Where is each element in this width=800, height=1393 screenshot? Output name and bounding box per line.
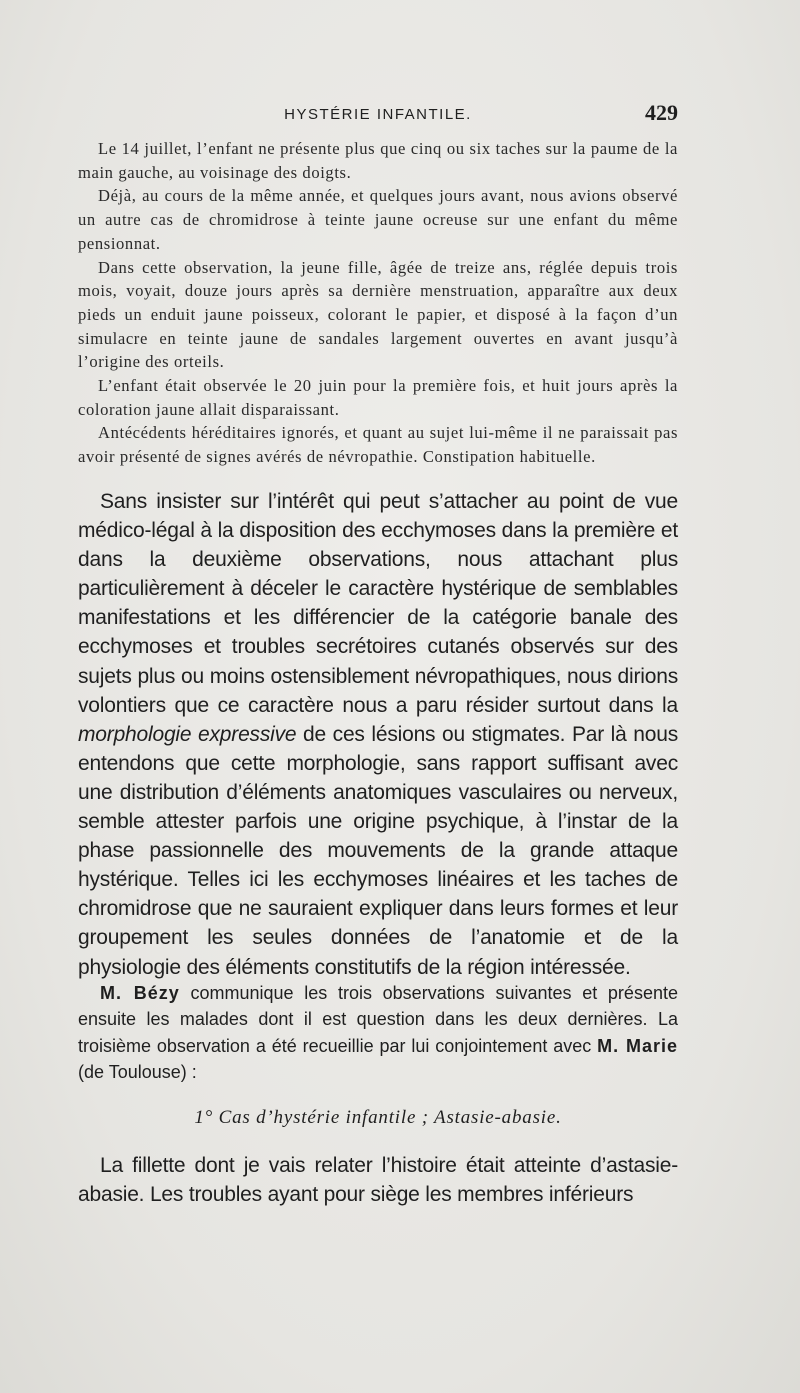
main-paragraph [78,487,678,982]
running-head: HYSTÉRIE INFANTILE. [284,106,472,123]
main-text-italic: morphologie expressive [78,722,297,746]
author-name-bezy: M. Bézy [100,983,180,1003]
small-paragraph: Dans cette observation, la jeune fille, âgée de treize ans, réglée depuis trois mois, voyait, douze jours après sa dernière menstruation, apparaître aux deux pieds un enduit jaune poisseux, colorant le papier, et disposé à la façon d’un simulacre en teinte jaune de sandales largement ouvertes en avant jusqu’à l’origine des orteils. [78,257,678,372]
communication-text [78,980,678,1085]
section-title: 1° Cas d’hystérie infantile ; Astasie-abasie. [194,1107,562,1128]
page-header [78,100,678,130]
case-paragraph [78,1151,678,1209]
page-number: 429 [645,100,678,125]
small-paragraph: Déjà, au cours de la même année, et quelques jours avant, nous avions observé un autre cas de chromidrose à teinte jaune ocreuse sur une enfant du même pensionnat. [78,186,678,253]
discussion-paragraph [78,487,678,982]
observation-notes [78,137,678,469]
small-paragraph: Antécédents héréditaires ignorés, et quant au sujet lui-même il ne paraissait pas avoir présenté de signes avérés de névropathie. Constipation habituelle. [78,423,678,467]
case-text: La fillette dont je vais relater l’histoire était atteinte d’astasie-abasie. Les troubles ayant pour siège les membres inférieurs [78,1154,678,1207]
communication-text-1: communique les trois observations suivantes et présente ensuite les malades dont il est question dans les deux dernières. La troisième observation a été recueillie par lui conjointement avec [78,983,678,1056]
author-name-marie: M. Marie [597,1035,678,1056]
main-text-part-2: de ces lésions ou stigmates. Par là nous entendons que cette morphologie, sans rapport suffisant avec une distribution d’éléments anatomiques vasculaires ou nerveux, semble attester parfois une origine psychique, à l’instar de la phase passionnelle des mouvements de la grande attaque hystérique. Telles ici les ecchymoses linéaires et les taches de chromidrose que ne sauraient expliquer dans leurs formes et leur groupement les seules données de l’anatomie et de la physiologie des éléments constitutifs de la région intéressée. [78,722,678,979]
main-text-part-1: Sans insister sur l’intérêt qui peut s’attacher au point de vue médico-légal à la disposition des ecchymoses dans la première et dans la deuxième observations, nous attachant plus particulièrement à déceler le caractère hystérique de semblables manifestations et les différencier de la catégorie banale des ecchymoses et troubles secrétoires cutanés observés sur des sujets plus ou moins ostensiblement névropathiques, nous dirions volontiers que ce caractère nous a paru résider surtout dans la [78,490,678,717]
small-paragraph: L’enfant était observée le 20 juin pour la première fois, et huit jours après la coloration jaune allait disparaissant. [78,376,678,419]
small-paragraph: Le 14 juillet, l’enfant ne présente plus que cinq ou six taches sur la paume de la main gauche, au voisinage des doigts. [78,139,678,182]
communication-paragraph [78,980,678,1085]
communication-text-2: (de Toulouse) : [78,1061,197,1082]
